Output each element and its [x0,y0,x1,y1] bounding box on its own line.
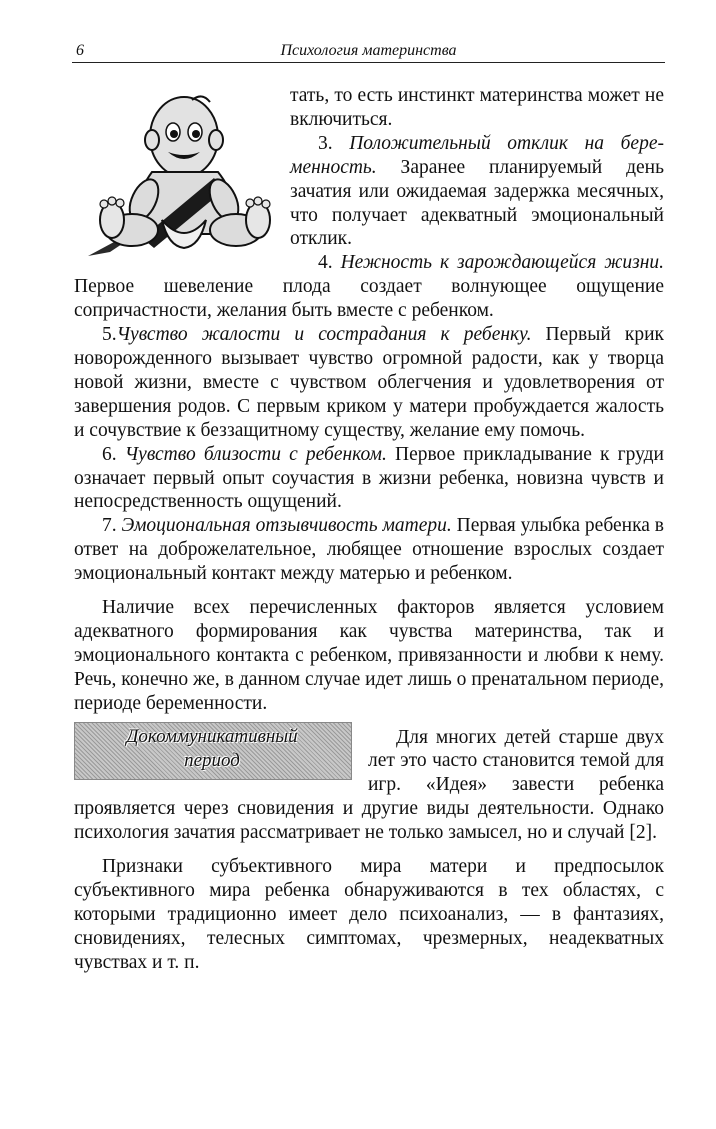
baby-icon [74,92,274,262]
banner-line-1: Докоммуникативный [126,725,298,747]
baby-illustration [74,84,286,264]
banner-title [74,725,350,773]
running-header [72,40,665,63]
paragraph-7 [74,514,664,586]
item-number: 5. [102,324,117,346]
item-text: Первый крик новорожденного вызывает чувство огромной радости, как у творца новой жизни, вместе с чувством облегчения и удовлетворения от завершения родов. С первым криком у матери пробуждается жалость и сочувствие к беззащитному существу, желание ему помочь. [74,324,664,441]
item-heading: Чувство близости с ребенком. [124,443,387,465]
item-text: Первое шевеление плода создает волнующее ощущение сопричастности, желания быть вместе с ребенком. [74,276,664,322]
section-banner [74,722,350,778]
item-text: Первая улыбка ребенка в ответ на доброжелательное, любящее отношение взрослых создает эмоциональный контакт между матерью и ребенком. [74,515,665,585]
banner-line-2: период [184,749,240,771]
item-number: 3. [318,132,333,154]
paragraph-6 [74,443,664,515]
item-text: Первое прикладывание к груди означает первый опыт соучастия в жизни ребенка, новизна чувств и непосредственность ощущений. [74,443,664,513]
item-heading: Нежность к зарождающейся жизни. [340,252,665,274]
paragraph-5 [74,323,664,443]
page-body [74,84,664,975]
item-heading: Чувство жалости и сострадания к ребенку. [116,324,532,346]
paragraph-9: Для многих детей старше двух лет это часто становится темой для игр. «Идея» завести ребенка проявляется через сновидения и другие виды деятельности. Однако психология зачатия рассматривает не только замысел, но и случай [2]. [74,726,664,844]
paragraph-8: Наличие всех перечисленных факторов является условием адекватного формирования как чувства материнства, так и эмоционального контакта с ребенком, привязанности и любви к нему. Речь, конечно же, в данном случае идет лишь о пренатальном периоде, периоде беременности. [74,597,664,714]
paragraph-continued: тать, то есть инстинкт материнства может не включиться. [290,85,664,130]
item-text: Заранее планируемый день зачатия или ожидаемая задержка месячных, что получает адекватный эмоциональный отклик. [290,156,664,250]
item-heading: Положительный отклик на беременность. [290,132,664,178]
paragraph-10: Признаки субъективного мира матери и предпосылок субъективного мира ребенка обнаруживаются в тех областях, с которыми традиционно имеет дело психоанализ, — в фантазиях, сновидениях, телесных симптомах, чрезмерных, неадекватных чувствах и т. п. [74,856,664,973]
item-number: 7. [102,515,117,537]
item-heading: Эмоциональная отзывчивость матери. [121,515,452,537]
running-title: Психология материнства [280,42,457,59]
item-number: 6. [102,443,117,465]
page-number: 6 [76,42,84,59]
item-number: 4. [318,252,333,274]
